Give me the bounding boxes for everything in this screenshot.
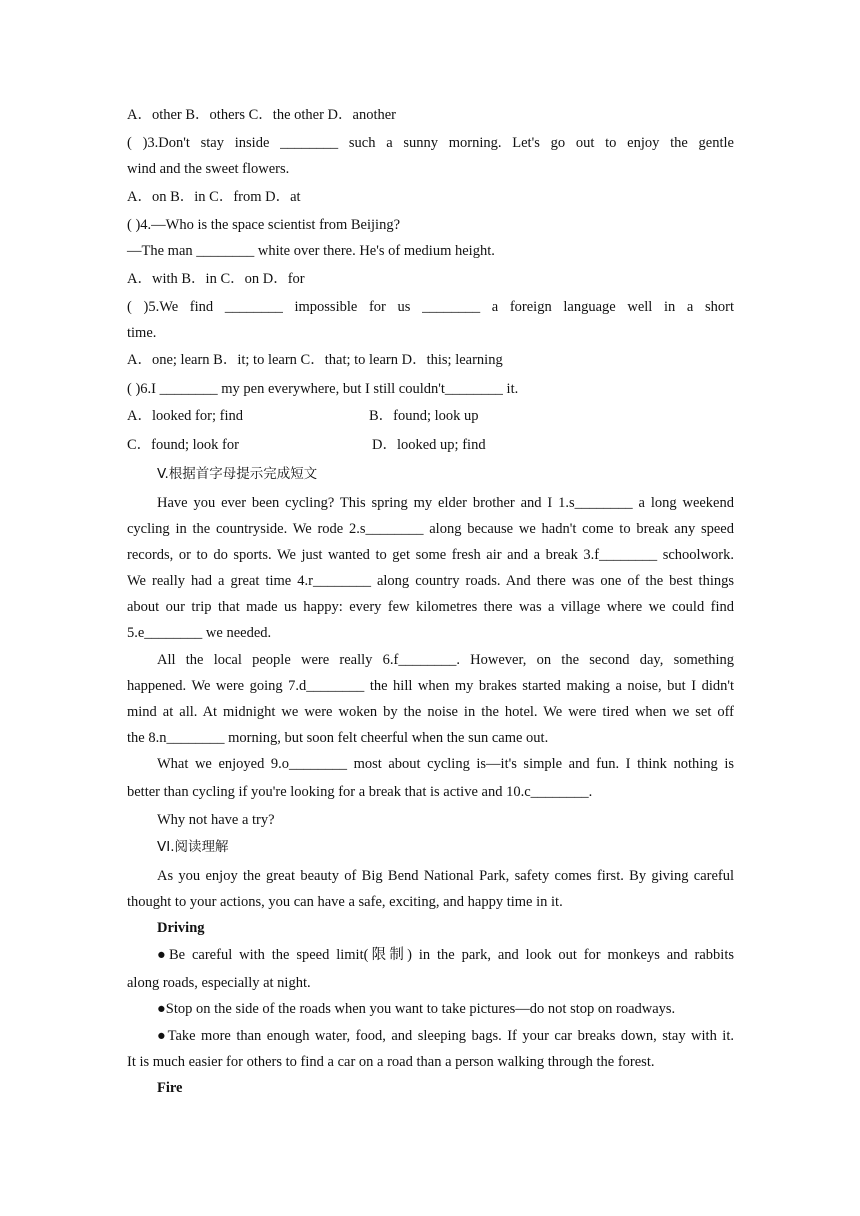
passage-v-line: happened. We were going 7.d________ the hill when my brakes started making a noise, but I didn't <box>127 678 734 694</box>
q6-option-d: D．looked up; find <box>372 437 486 453</box>
question-5-cont: time. <box>127 325 157 341</box>
driving-bullet-3: ●Take more than enough water, food, and sleeping bags. If your car breaks down, stay with it. <box>157 1028 734 1044</box>
q3-options: A．on B．in C．from D．at <box>127 189 301 205</box>
driving-bullet-2: ●Stop on the side of the roads when you want to take pictures—do not stop on roadways. <box>157 1001 676 1017</box>
question-6: ( )6.I ________ my pen everywhere, but I still couldn't________ it. <box>127 381 519 397</box>
passage-v-line: 5.e________ we needed. <box>127 625 272 641</box>
passage-vi-line: As you enjoy the great beauty of Big Bend National Park, safety comes first. By giving careful <box>157 868 734 884</box>
question-5: ( )5.We find ________ impossible for us ________ a foreign language well in a short <box>127 299 734 315</box>
q2-options: A．other B．others C．the other D．another <box>127 107 397 123</box>
passage-v-line: Have you ever been cycling? This spring my elder brother and I 1.s________ a long weekend <box>157 495 734 511</box>
question-4: ( )4.—Who is the space scientist from Beijing? <box>127 217 401 233</box>
passage-v-line: better than cycling if you're looking for a break that is active and 10.c________. <box>127 784 593 800</box>
passage-v-line: Why not have a try? <box>157 812 275 828</box>
q6-option-b: B．found; look up <box>369 408 479 424</box>
question-3-cont: wind and the sweet flowers. <box>127 161 290 177</box>
subheading-fire: Fire <box>157 1080 183 1096</box>
q6-option-c: C．found; look for <box>127 437 239 453</box>
section-v-heading: V.根据首字母提示完成短文 <box>157 466 318 482</box>
passage-v-line: records, or to do sports. We just wanted to get some fresh air and a break 3.f________ schoolwork. <box>127 547 734 563</box>
passage-v-line: about our trip that made us happy: every few kilometres there was a village where we could find <box>127 599 734 615</box>
passage-v-line: cycling in the countryside. We rode 2.s________ along because we hadn't come to break any speed <box>127 521 734 537</box>
passage-v-line: the 8.n________ morning, but soon felt cheerful when the sun came out. <box>127 730 549 746</box>
passage-v-line: We really had a great time 4.r________ along country roads. And there was one of the best things <box>127 573 734 589</box>
question-3: ( )3.Don't stay inside ________ such a sunny morning. Let's go out to enjoy the gentle <box>127 135 734 151</box>
q6-option-a: A．looked for; find <box>127 408 243 424</box>
subheading-driving: Driving <box>157 920 205 936</box>
passage-v-line: mind at all. At midnight we were woken by the noise in the hotel. We were tired when we set off <box>127 704 734 720</box>
passage-vi-line: thought to your actions, you can have a safe, exciting, and happy time in it. <box>127 894 563 910</box>
question-4-answer: —The man ________ white over there. He's of medium height. <box>127 243 495 259</box>
driving-bullet-3-cont: It is much easier for others to find a car on a road than a person walking through the forest. <box>127 1054 655 1070</box>
passage-v-line: All the local people were really 6.f________. However, on the second day, something <box>157 652 734 668</box>
driving-bullet-1: ●Be careful with the speed limit(限制) in the park, and look out for monkeys and rabbits <box>157 947 734 963</box>
q5-options: A．one; learn B．it; to learn C．that; to learn D．this; learning <box>127 352 503 368</box>
driving-bullet-1-cont: along roads, especially at night. <box>127 975 311 991</box>
q4-options: A．with B．in C．on D．for <box>127 271 305 287</box>
section-vi-heading: VI.阅读理解 <box>157 839 229 855</box>
passage-v-line: What we enjoyed 9.o________ most about cycling is—it's simple and fun. I think nothing is <box>157 756 734 772</box>
